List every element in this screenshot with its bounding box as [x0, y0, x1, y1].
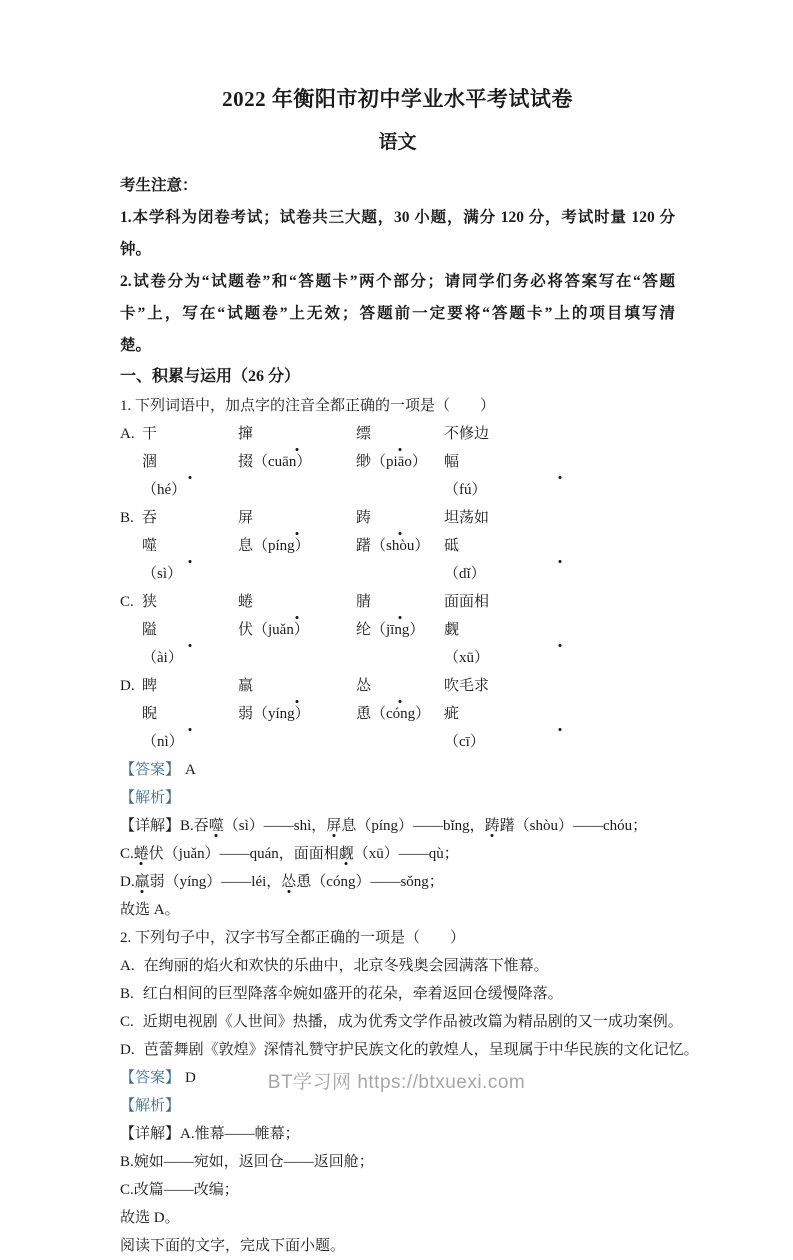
q1-answer-value: A [185, 762, 196, 778]
q2-option-b [120, 980, 675, 1008]
analysis-label: 【解析】 [120, 1098, 181, 1114]
q1-detail-line-3: D.羸弱（yíng）——léi，怂恿（cóng）——sǒng； [120, 874, 444, 890]
option-word: 屏 息（píng） [238, 504, 356, 588]
option-word: 吞 噬 （sì） [142, 504, 238, 588]
q1-conclusion: 故选 A。 [120, 902, 180, 918]
option-word: 羸 弱（yíng） [238, 672, 356, 756]
option-word: 蜷 伏（juǎn） [238, 588, 356, 672]
page-subject: 语文 [378, 132, 417, 153]
q2-detail-line-1: 【详解】A.惟幕——帷幕； [120, 1126, 300, 1142]
analysis-label: 【解析】 [120, 790, 181, 806]
page-title: 2022 年衡阳市初中学业水平考试试卷 [222, 87, 573, 111]
notice-block [120, 170, 675, 362]
option-label: C. [120, 1014, 134, 1030]
option-word: 腈 纶（jīng） [356, 588, 444, 672]
option-label: B. [120, 510, 134, 526]
option-label: D. [120, 678, 135, 694]
notice-heading: 考生注意： [120, 177, 198, 194]
question-1-stem: 1. 下列词语中，加点字的注音全都正确的一项是（ ） [120, 398, 496, 414]
q2-option-d [120, 1036, 699, 1064]
q2-analysis-line [120, 1092, 675, 1120]
q2-detail-line-3: C.改篇——改编； [120, 1182, 239, 1198]
option-word: 不修边 幅 （fú） [444, 420, 675, 504]
option-label: B. [120, 986, 134, 1002]
reading-intro-line: 阅读下面的文字，完成下面小题。 [120, 1238, 346, 1254]
option-word: 坦荡如 砥 （dǐ） [444, 504, 675, 588]
option-word: 怂 恿（cóng） [356, 672, 444, 756]
notice-item-2-line-2: 卡”上，写在“试题卷”上无效；答题前一定要将“答题卡”上的项目填写清 [120, 305, 675, 322]
q2-conclusion: 故选 D。 [120, 1210, 180, 1226]
option-word: 撺 掇（cuān） [238, 420, 356, 504]
option-word: 干 涸 （hé） [142, 420, 238, 504]
q2-option-c [120, 1008, 683, 1036]
q1-detail-line-1: 【详解】B.吞噬（sì）——shì，屏息（píng）——bǐng，踌躇（shòu）——chóu； [120, 818, 648, 834]
watermark-text: BT学习网 https://btxuexi.com [267, 1072, 526, 1093]
q1-analysis-line [120, 784, 675, 812]
q2-option-a [120, 952, 675, 980]
option-word: 睥 睨 （nì） [142, 672, 238, 756]
option-word: 狭 隘 （ài） [142, 588, 238, 672]
option-label: D. [120, 1042, 135, 1058]
q1-option-d [120, 672, 675, 756]
option-text: 红白相间的巨型降落伞婉如盛开的花朵，牵着返回仓缓慢降落。 [142, 986, 563, 1002]
question-2-stem: 2. 下列句子中，汉字书写全都正确的一项是（ ） [120, 930, 466, 946]
option-text: 芭蕾舞剧《敦煌》深情礼赞守护民族文化的敦煌人，呈现属于中华民族的文化记忆。 [143, 1042, 699, 1058]
notice-item-1-line-1: 1.本学科为闭卷考试；试卷共三大题，30 小题，满分 120 分，考试时量 120 分 [120, 209, 675, 226]
option-label: C. [120, 594, 134, 610]
q1-option-c [120, 588, 675, 672]
q1-option-b [120, 504, 675, 588]
q2-answer-value: D [185, 1070, 196, 1086]
option-text: 在绚丽的焰火和欢快的乐曲中，北京冬残奥会园满落下惟幕。 [143, 958, 549, 974]
q1-option-a [120, 420, 675, 504]
section-1-heading: 一、积累与运用（26 分） [120, 368, 301, 385]
notice-item-1-line-2: 钟。 [120, 241, 152, 258]
notice-item-2-line-1: 2.试卷分为“试题卷”和“答题卡”两个部分；请同学们务必将答案写在“答题 [120, 273, 675, 290]
q2-detail-line-2: B.婉如——宛如，返回仓——返回舱； [120, 1154, 374, 1170]
watermark-footer [0, 1067, 793, 1094]
option-word: 踌 躇（shòu） [356, 504, 444, 588]
option-word: 吹毛求 疵 （cī） [444, 672, 675, 756]
option-word: 面面相 觑 （xū） [444, 588, 675, 672]
option-label: A. [120, 958, 135, 974]
option-word: 缥 缈（piāo） [356, 420, 444, 504]
q1-detail-line-2: C.蜷伏（juǎn）——quán，面面相觑（xū）——qù； [120, 846, 459, 862]
option-label: A. [120, 426, 135, 442]
q1-answer-line [120, 756, 675, 784]
option-text: 近期电视剧《人世间》热播，成为优秀文学作品被改篇为精品剧的又一成功案例。 [142, 1014, 683, 1030]
answer-label: 【答案】 [120, 762, 181, 778]
notice-item-2-line-3: 楚。 [120, 337, 152, 354]
answer-label: 【答案】 [120, 1070, 181, 1086]
